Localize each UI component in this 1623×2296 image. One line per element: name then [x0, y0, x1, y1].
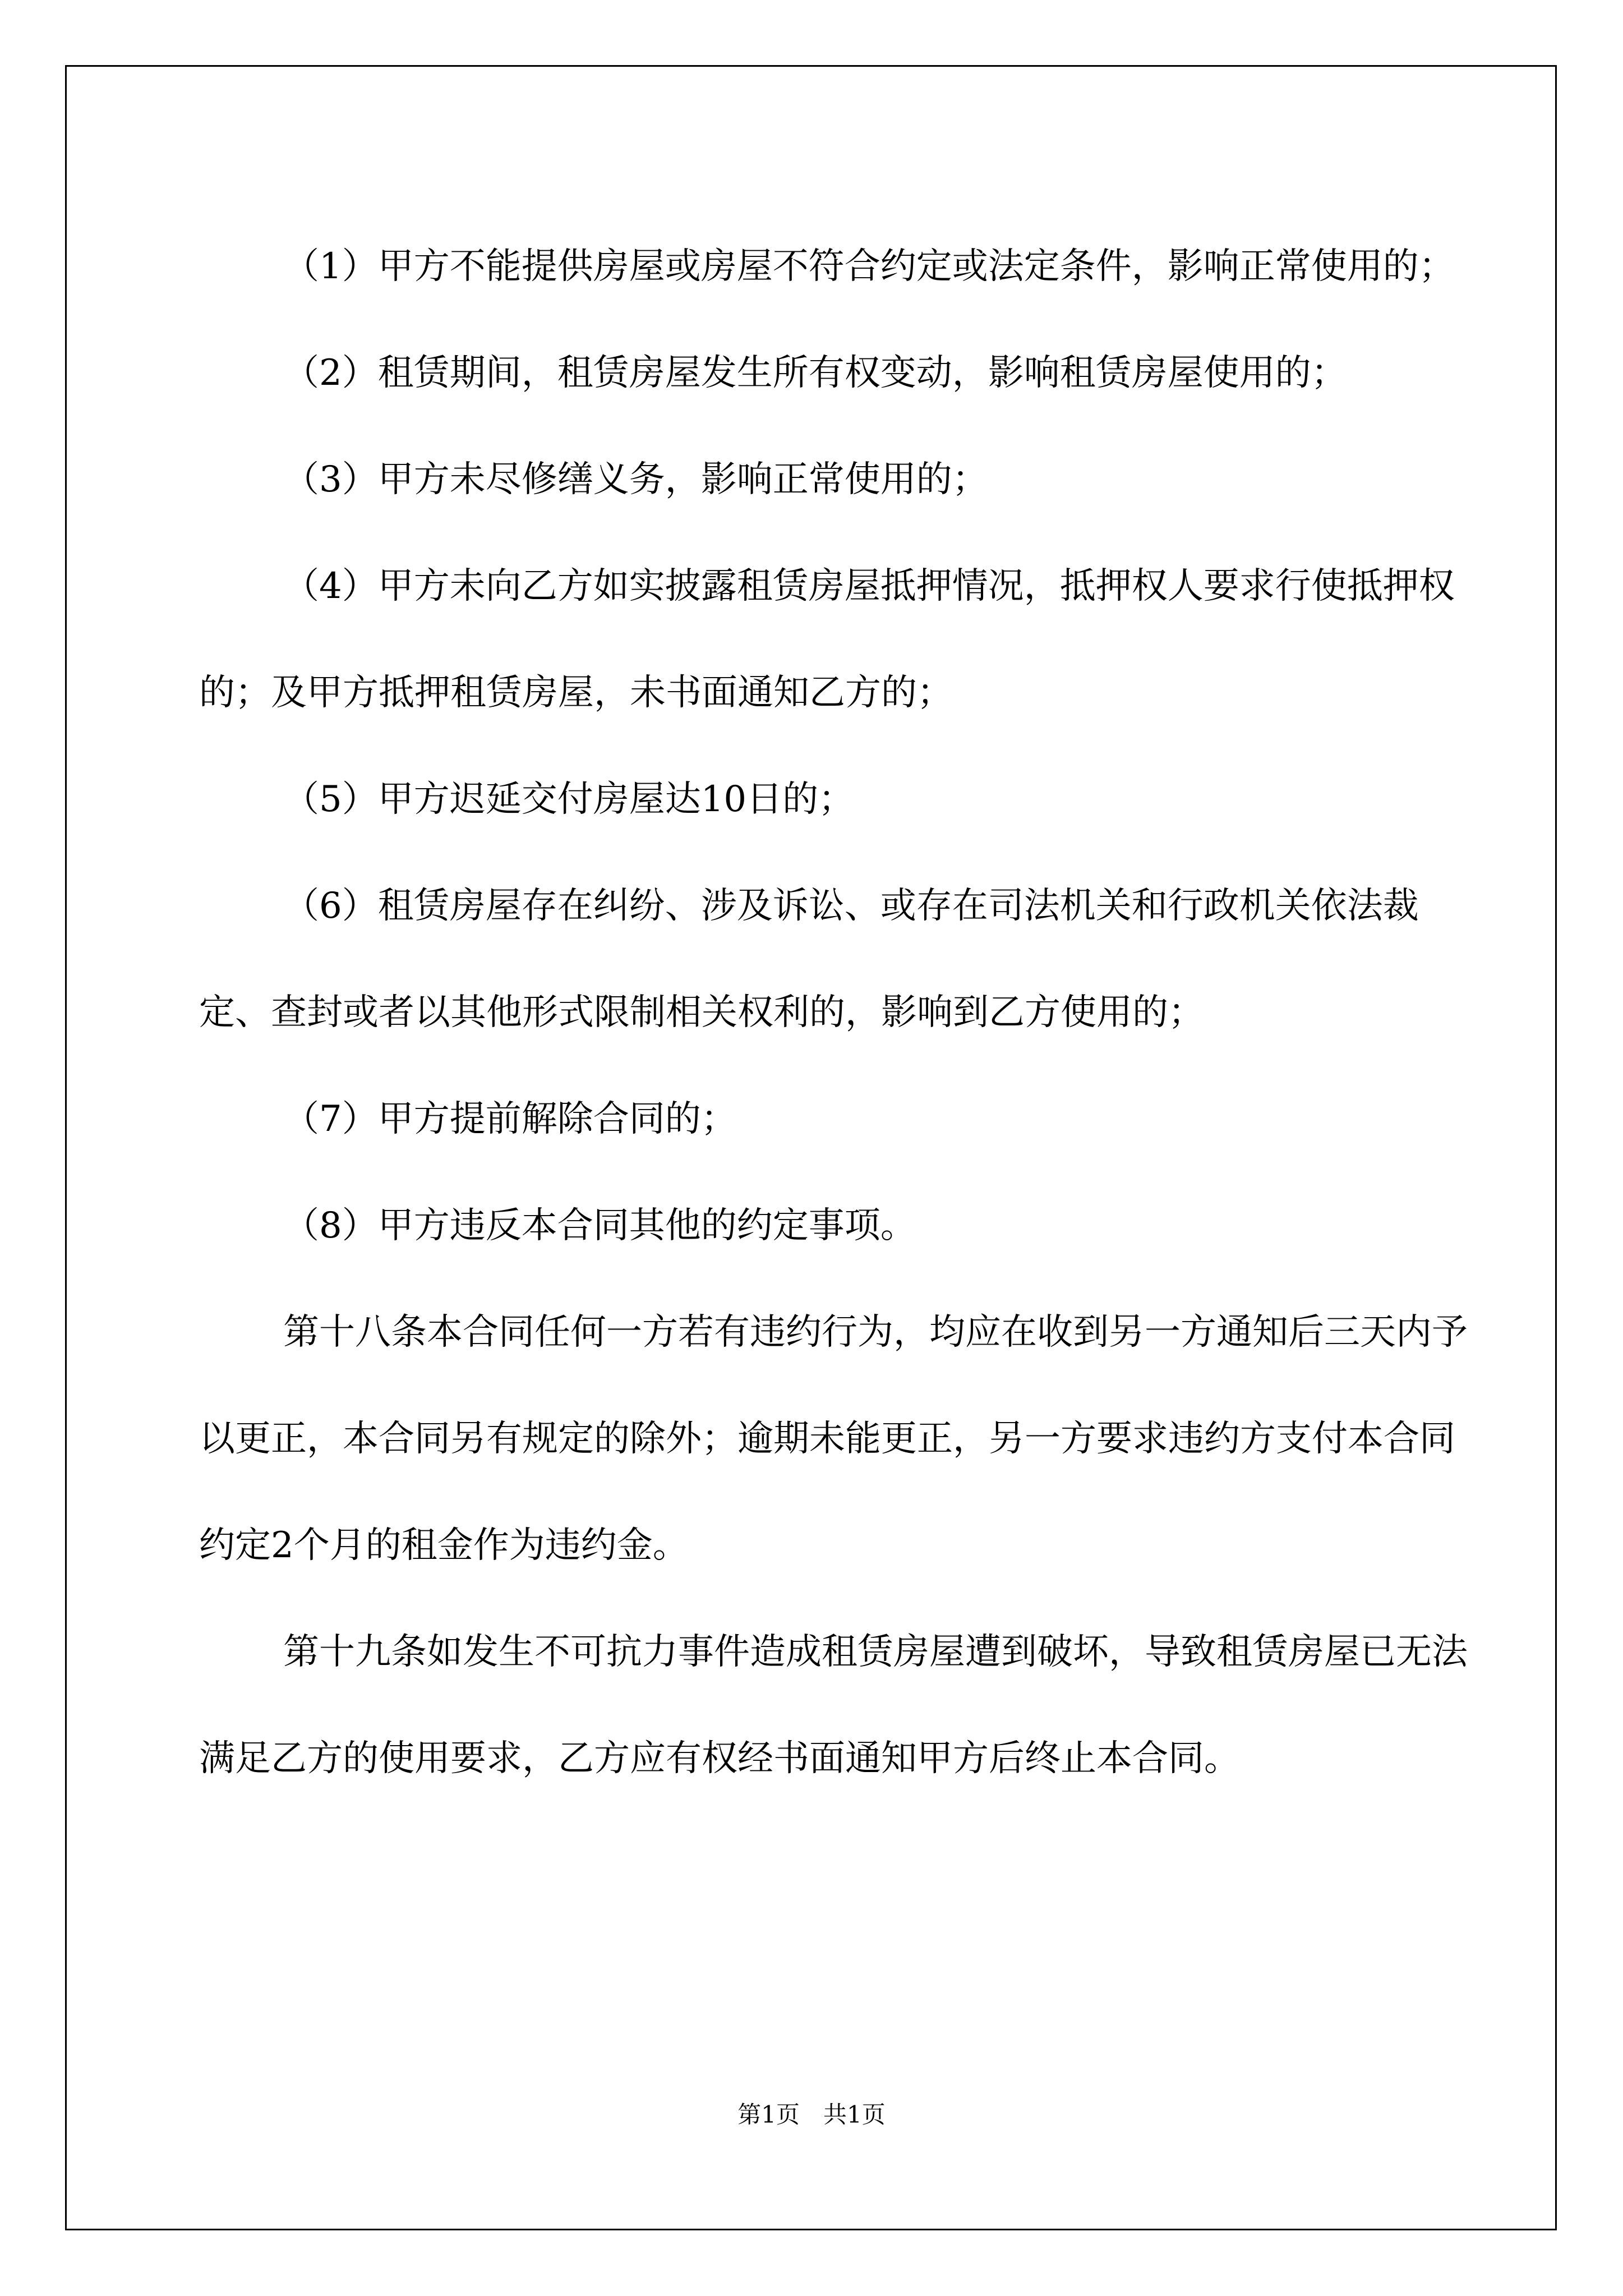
article-18: 第十八条本合同任何一方若有违约行为，均应在收到另一方通知后三天内予以更正，本合同另有规定的除外；逾期未能更正，另一方要求违约方支付本合同约定2个月的租金作为违约金。	[199, 1312, 1468, 1566]
clause-item-7: （7）甲方提前解除合同的；	[283, 1098, 737, 1140]
clause-item-6: （6）租赁房屋存在纠纷、涉及诉讼、或存在司法机关和行政机关依法裁定、查封或者以其他形式限制相关权利的，影响到乙方使用的；	[199, 885, 1419, 1033]
article-19: 第十九条如发生不可抗力事件造成租赁房屋遭到破坏，导致租赁房屋已无法满足乙方的使用要求，乙方应有权经书面通知甲方后终止本合同。	[199, 1631, 1468, 1779]
clause-item-4: （4）甲方未向乙方如实披露租赁房屋抵押情况，抵押权人要求行使抵押权的；及甲方抵押租赁房屋，未书面通知乙方的；	[199, 565, 1455, 714]
page-footer: 第1页 共1页	[737, 2101, 886, 2128]
document-body	[199, 213, 1478, 1812]
clause-item-5: （5）甲方迟延交付房屋达10日的；	[283, 779, 855, 820]
clause-item-3: （3）甲方未尽修缮义务，影响正常使用的；	[283, 459, 988, 500]
clause-item-2: （2）租赁期间，租赁房屋发生所有权变动，影响租赁房屋使用的；	[283, 352, 1347, 394]
clause-item-1: （1）甲方不能提供房屋或房屋不符合约定或法定条件，影响正常使用的；	[283, 246, 1455, 287]
clause-item-8: （8）甲方违反本合同其他的约定事项。	[283, 1205, 916, 1246]
